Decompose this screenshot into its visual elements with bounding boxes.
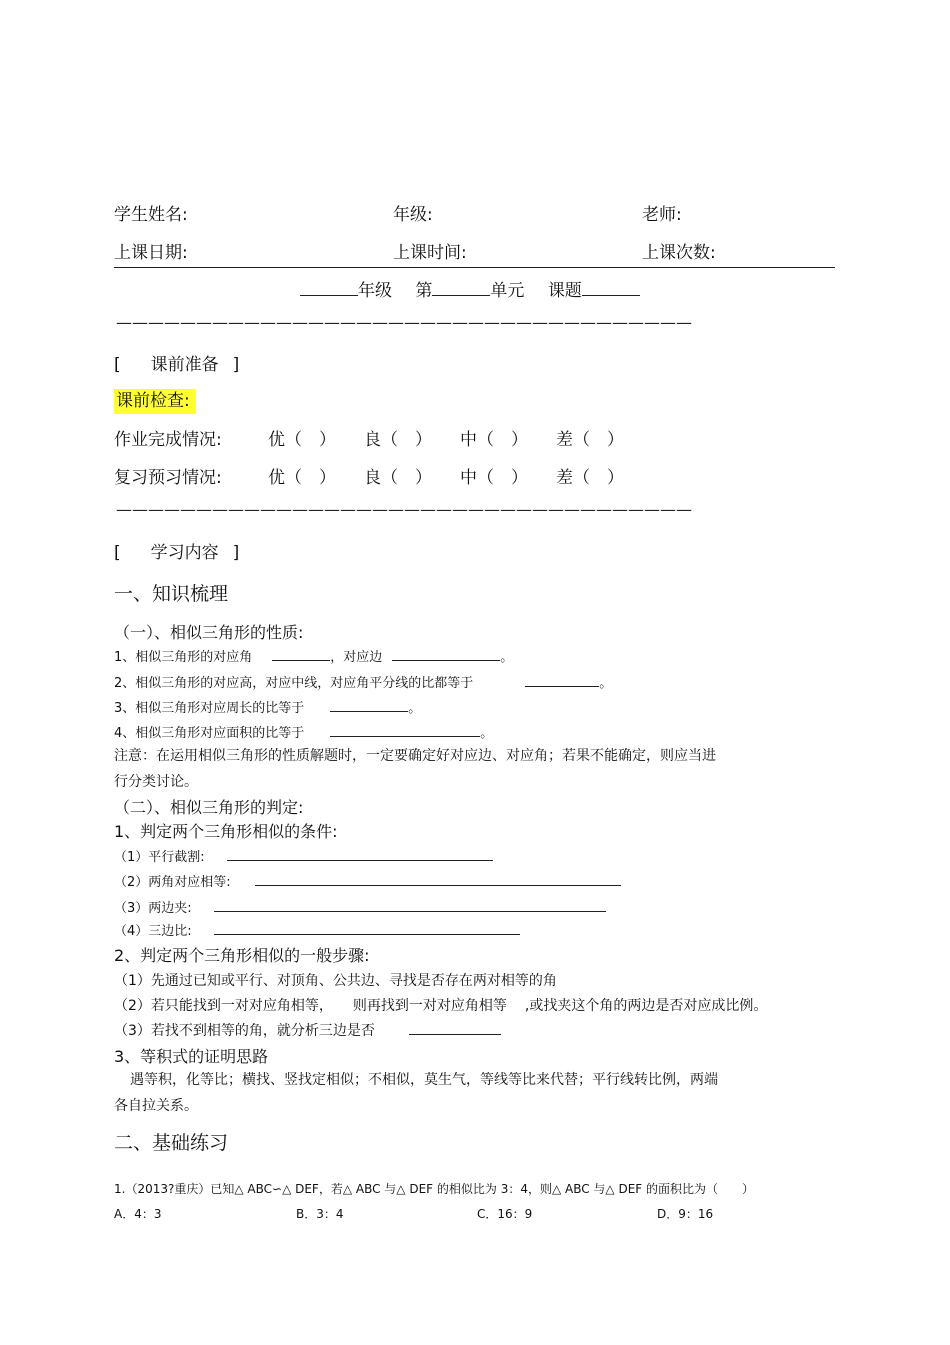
learn-section-title: 学习内容 (150, 543, 219, 563)
blank-area[interactable] (330, 722, 480, 737)
blank-three-sides[interactable] (214, 920, 520, 935)
option-a[interactable]: A．4：3 (114, 1207, 162, 1221)
review-rating-good[interactable]: 良（ ） (364, 468, 432, 488)
criteria-heading: 1、判定两个三角形相似的条件: (114, 822, 338, 841)
dash-divider-1: ———————————————————————————————————— (116, 313, 692, 332)
class-date-label: 上课日期: (114, 243, 188, 263)
step-1: （1）先通过已知或平行、对顶角、公共边、寻找是否存在两对相等的角 (114, 973, 557, 989)
steps-heading: 2、判定两个三角形相似的一般步骤: (114, 946, 370, 965)
note-line-1: 注意：在运用相似三角形的性质解题时，一定要确定好对应边、对应角；若果不能确定，则应当进 (114, 748, 716, 764)
prep-section-title: 课前准备 (150, 355, 219, 375)
class-time-label: 上课时间: (393, 243, 467, 263)
class-count-label: 上课次数: (642, 243, 716, 263)
blank-perimeter[interactable] (330, 697, 408, 712)
step-2: （2）若只能找到一对对应角相等， 则再找到一对对应角相等 ,或找夹这个角的两边是否对应成比例。 (114, 998, 768, 1014)
review-label: 复习预习情况: (114, 468, 222, 488)
criterion-parallel: （1）平行截割: (114, 846, 493, 865)
topic-title: 课题 (547, 281, 582, 301)
sub-criteria: （二）、相似三角形的判定: (114, 798, 304, 817)
homework-rating-poor[interactable]: 差（ ） (556, 430, 624, 450)
blank-two-angles[interactable] (255, 871, 621, 886)
step-3: （3）若找不到相等的角，就分析三边是否 (114, 1020, 501, 1040)
property-1: 1、相似三角形的对应角 ，对应边 。 (114, 646, 513, 665)
topic-unit-prefix: 第 (415, 281, 433, 301)
homework-label: 作业完成情况: (114, 430, 222, 450)
option-d[interactable]: D．9：16 (657, 1207, 714, 1221)
student-name-label: 学生姓名: (114, 205, 188, 225)
unit-blank[interactable] (432, 281, 490, 296)
proof-tip-2: 各自拉关系。 (114, 1098, 198, 1114)
note-line-2: 行分类讨论。 (114, 774, 198, 790)
criterion-two-sides: （3）两边夹: (114, 897, 606, 916)
blank-two-sides[interactable] (214, 897, 606, 912)
homework-rating-excellent[interactable]: 优（ ） (268, 430, 336, 450)
blank-parallel[interactable] (227, 846, 493, 861)
criterion-two-angles: （2）两角对应相等: (114, 871, 621, 890)
topic-line (300, 276, 640, 301)
prep-check-highlight: 课前检查: (114, 389, 196, 414)
criterion-three-sides: （4）三边比: (114, 920, 520, 939)
prep-section-heading: [ 课前准备 ] (114, 355, 240, 375)
sub-properties: （一）、相似三角形的性质: (114, 623, 304, 642)
option-c[interactable]: C．16：9 (477, 1207, 533, 1221)
proof-heading: 3、等积式的证明思路 (114, 1047, 269, 1066)
option-b[interactable]: B．3：4 (296, 1207, 344, 1221)
property-4: 4、相似三角形对应面积的比等于 。 (114, 722, 493, 741)
review-rating-average[interactable]: 中（ ） (460, 468, 528, 488)
grade-label: 年级: (393, 205, 433, 225)
topic-grade: 年级 (358, 281, 392, 301)
dash-divider-2: ———————————————————————————————————— (116, 500, 692, 519)
question-1: 1.（2013?重庆）已知△ ABC∽△ DEF，若△ ABC 与△ DEF 的相似比为 3：4，则△ ABC 与△ DEF 的面积比为（ ） (114, 1182, 755, 1196)
property-2: 2、相似三角形的对应高，对应中线，对应角平分线的比都等于 。 (114, 672, 612, 691)
grade-blank[interactable] (300, 281, 358, 296)
homework-rating-good[interactable]: 良（ ） (364, 430, 432, 450)
review-rating-excellent[interactable]: 优（ ） (268, 468, 336, 488)
blank-ratio[interactable] (525, 672, 599, 687)
heading-practice: 二、基础练习 (114, 1132, 229, 1154)
teacher-label: 老师: (642, 205, 682, 225)
topic-blank[interactable] (582, 281, 640, 296)
prep-check (114, 386, 196, 411)
heading-knowledge: 一、知识梳理 (114, 583, 229, 605)
learn-section-heading: [ 学习内容 ] (114, 543, 240, 563)
proof-tip-1: 遇等积，化等比；横找、竖找定相似；不相似，莫生气，等线等比来代替；平行线转比例，两端 (130, 1072, 718, 1088)
review-rating-poor[interactable]: 差（ ） (556, 468, 624, 488)
topic-unit: 单元 (490, 281, 525, 301)
blank-three-sides-check[interactable] (409, 1020, 501, 1035)
blank-side[interactable] (392, 646, 500, 661)
homework-rating-average[interactable]: 中（ ） (460, 430, 528, 450)
blank-angle[interactable] (272, 646, 330, 661)
property-3: 3、相似三角形对应周长的比等于 。 (114, 697, 421, 716)
header-divider (114, 267, 835, 268)
